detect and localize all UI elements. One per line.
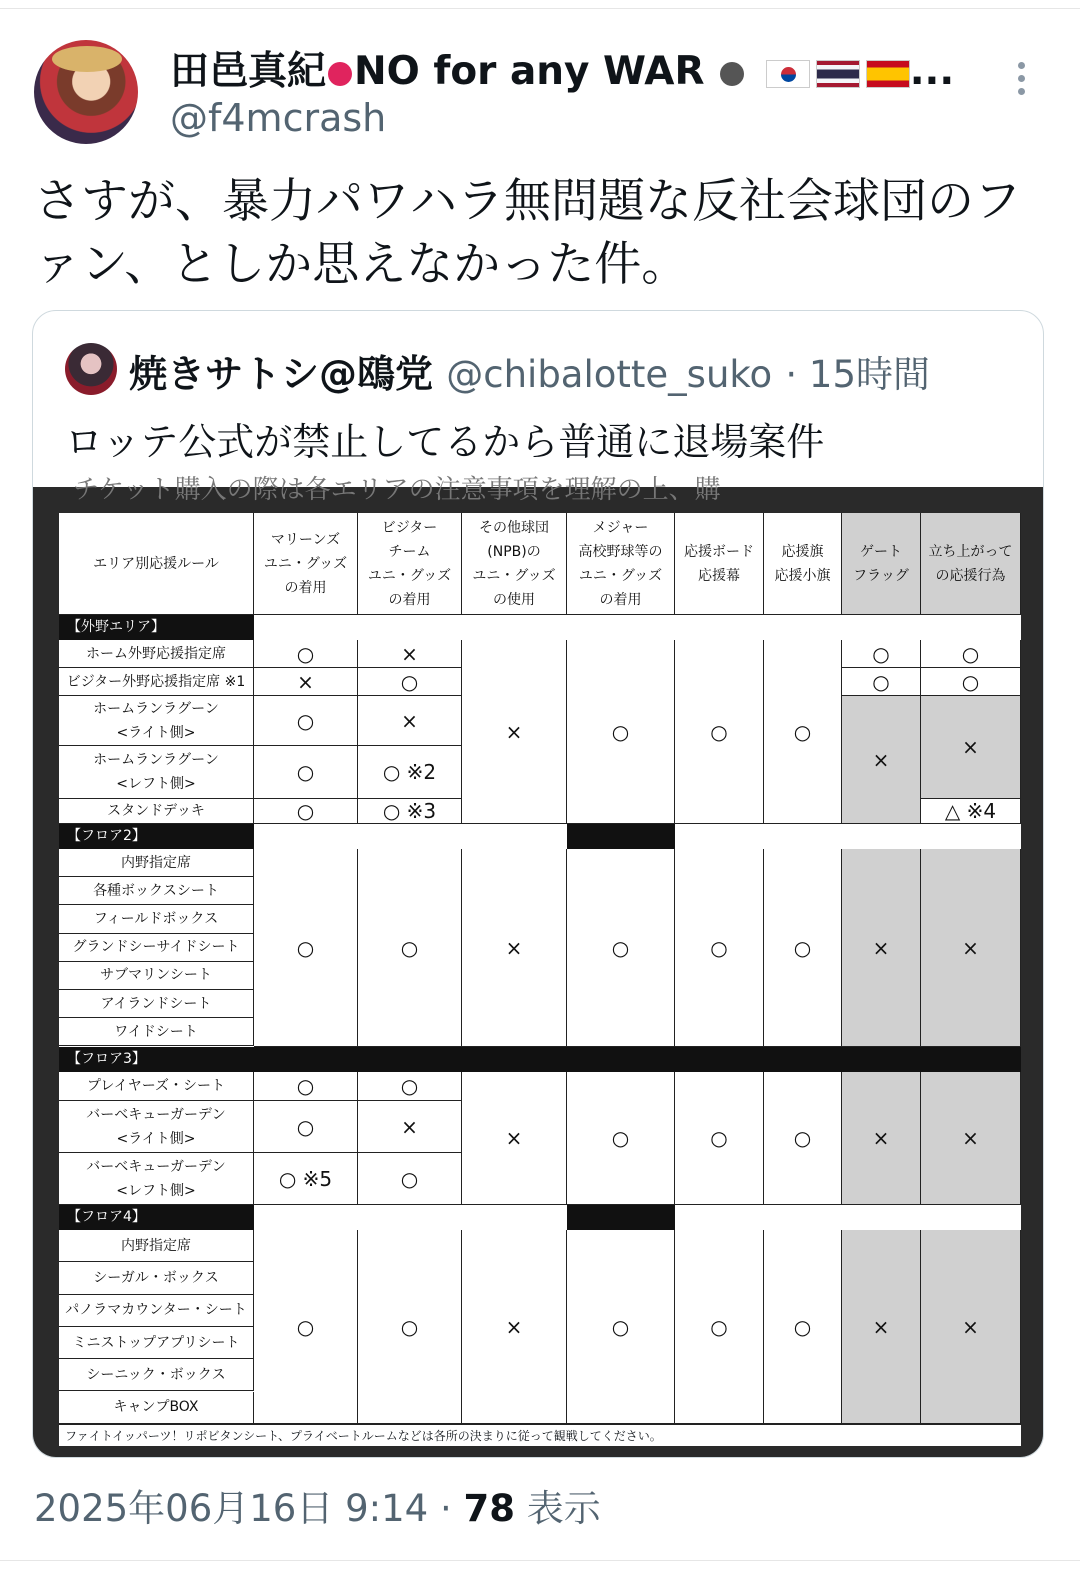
row-label: バーベキューガーデン <ライト側> <box>59 1101 254 1153</box>
author-name-text: 田邑真紀 <box>170 49 327 94</box>
rule-cell: × <box>921 696 1021 799</box>
spain-flag-icon <box>866 60 910 88</box>
rule-cell: ○ <box>254 696 358 746</box>
rule-cell: × <box>462 1230 567 1424</box>
rule-cell: ○ <box>358 668 462 696</box>
row-label: ビジター外野応援指定席 ※1 <box>59 668 254 696</box>
quote-author-line <box>129 343 930 398</box>
column-header: 応援旗 応援小旗 <box>764 513 842 615</box>
top-divider <box>0 8 1080 9</box>
section-floor2 <box>59 824 1021 849</box>
rule-cell: × <box>921 1230 1021 1424</box>
rule-cell: ○ <box>675 1230 764 1424</box>
quote-author-handle: @chibalotte_suko <box>446 353 773 396</box>
rule-cell: × <box>358 1101 462 1153</box>
rule-cell: ○ ※3 <box>358 799 462 824</box>
rule-cell: ○ <box>254 1230 358 1424</box>
views-count: 78 <box>463 1487 515 1530</box>
rule-cell: ○ <box>358 1230 462 1424</box>
column-header: 応援ボード 応援幕 <box>675 513 764 615</box>
quote-author-name: 焼きサトシ@鴎党 <box>129 352 434 396</box>
rule-cell: ○ ※2 <box>358 746 462 799</box>
rule-cell: ○ <box>921 640 1021 668</box>
more-options-icon[interactable] <box>1014 62 1028 102</box>
row-label: ホームランラグーン <レフト側> <box>59 746 254 799</box>
rule-cell: ○ <box>358 1072 462 1101</box>
rule-cell: × <box>921 849 1021 1047</box>
column-header: 立ち上がって の応援行為 <box>921 513 1021 615</box>
rule-cell: ○ <box>254 849 358 1047</box>
row-label: ホーム外野応援指定席 <box>59 640 254 668</box>
row-label: ワイドシート <box>59 1018 254 1046</box>
rule-cell: × <box>462 640 567 824</box>
quote-image[interactable] <box>33 475 1043 1457</box>
row-label: アイランドシート <box>59 990 254 1018</box>
row-label: バーベキューガーデン <レフト側> <box>59 1153 254 1205</box>
rule-cell: ○ <box>567 849 675 1047</box>
red-circle-icon <box>328 62 352 86</box>
section-label: 【フロア3】 <box>67 1051 146 1067</box>
korea-flag-icon <box>766 60 810 88</box>
author-name[interactable] <box>170 40 954 96</box>
rule-cell: ○ <box>567 1072 675 1205</box>
section-floor4 <box>59 1205 1021 1230</box>
rule-cell: × <box>842 1072 921 1205</box>
section-floor3 <box>59 1047 1021 1072</box>
rule-cell: △ ※4 <box>921 799 1021 824</box>
author-suffix-text: NO for any WAR <box>354 49 705 94</box>
rule-cell: × <box>358 640 462 668</box>
quoted-tweet[interactable] <box>32 310 1044 1458</box>
rule-cell: ○ <box>675 1072 764 1205</box>
rule-cell: × <box>358 696 462 746</box>
rule-cell: × <box>462 1072 567 1205</box>
row-label: スタンドデッキ <box>59 799 254 824</box>
row-label: シーニック・ボックス <box>59 1359 254 1391</box>
section-label: 【フロア2】 <box>67 828 146 844</box>
rule-cell: ○ <box>675 849 764 1047</box>
rule-cell: ○ <box>764 640 842 824</box>
rule-cell: ○ <box>254 1101 358 1153</box>
rule-cell: ○ <box>764 1072 842 1205</box>
rule-cell: ○ <box>358 1153 462 1205</box>
author-avatar[interactable] <box>34 40 138 144</box>
quote-text: ロッテ公式が禁止してるから普通に退場案件 <box>65 420 825 464</box>
column-header: その他球団 (NPB)の ユニ・グッズ の使用 <box>462 513 567 615</box>
rule-cell: ○ <box>921 668 1021 696</box>
row-label: パノラマカウンター・シート <box>59 1295 254 1327</box>
rule-cell: × <box>921 1072 1021 1205</box>
name-ellipsis: ... <box>909 49 955 94</box>
rule-cell: ○ <box>764 849 842 1047</box>
rule-cell: ○ <box>567 1230 675 1424</box>
rule-cell: ○ <box>567 640 675 824</box>
rule-cell: ○ <box>764 1230 842 1424</box>
row-label: ホームランラグーン <ライト側> <box>59 696 254 746</box>
quote-time: · 15時間 <box>785 353 930 396</box>
rule-cell: × <box>842 1230 921 1424</box>
rule-cell: ○ <box>358 849 462 1047</box>
row-label: 各種ボックスシート <box>59 877 254 905</box>
rule-cell: × <box>254 668 358 696</box>
rule-cell: × <box>462 849 567 1047</box>
row-label: 内野指定席 <box>59 849 254 877</box>
rule-cell: ○ <box>254 1072 358 1101</box>
views-label: 表示 <box>526 1487 601 1530</box>
black-circle-icon <box>720 62 744 86</box>
row-label: キャンプBOX <box>59 1392 254 1424</box>
row-label: 内野指定席 <box>59 1230 254 1262</box>
section-gaiya <box>59 615 1021 640</box>
rule-cell: × <box>842 696 921 824</box>
row-label: シーガル・ボックス <box>59 1262 254 1294</box>
rule-cell: ○ <box>254 746 358 799</box>
author-handle[interactable]: @f4mcrash <box>170 96 387 140</box>
bottom-divider <box>0 1560 1080 1561</box>
quote-author-avatar <box>65 343 117 395</box>
rule-cell: ○ <box>254 640 358 668</box>
row-label: プレイヤーズ・シート <box>59 1072 254 1101</box>
row-label: グランドシーサイドシート <box>59 934 254 962</box>
rule-cell: ○ <box>842 668 921 696</box>
meta-separator: · <box>439 1487 452 1530</box>
rule-cell: ○ <box>842 640 921 668</box>
table-note: ファイトイッパーツ！リポビタンシート、プライベートルームなどは各所の決まりに従って観戦してください。 <box>59 1424 1021 1446</box>
section-label: 【外野エリア】 <box>67 619 165 635</box>
column-header: マリーンズ ユニ・グッズ の着用 <box>254 513 358 615</box>
row-label: ミニストップアプリシート <box>59 1327 254 1359</box>
tweet-text: さすが、暴力パワハラ無問題な反社会球団のファン、としか思えなかった件。 <box>34 174 1021 292</box>
section-label: 【フロア4】 <box>67 1209 146 1225</box>
row-label: サブマリンシート <box>59 962 254 990</box>
column-header: エリア別応援ルール <box>59 513 254 615</box>
image-top-cut-text: チケット購入の際は各エリアの注意事項を理解の上、購 <box>73 475 721 505</box>
row-label: フィールドボックス <box>59 905 254 933</box>
rule-cell: × <box>842 849 921 1047</box>
support-rules-table <box>59 513 1021 1443</box>
rule-cell: ○ <box>254 799 358 824</box>
tweet-timestamp[interactable]: 2025年06月16日 9:14 <box>34 1487 429 1530</box>
column-header: メジャー 高校野球等の ユニ・グッズ の着用 <box>567 513 675 615</box>
rule-cell: ○ ※5 <box>254 1153 358 1205</box>
thailand-flag-icon <box>816 60 860 88</box>
rule-cell: ○ <box>675 640 764 824</box>
column-header: ゲート フラッグ <box>842 513 921 615</box>
column-header: ビジター チーム ユニ・グッズ の着用 <box>358 513 462 615</box>
tweet-meta <box>34 1478 601 1532</box>
